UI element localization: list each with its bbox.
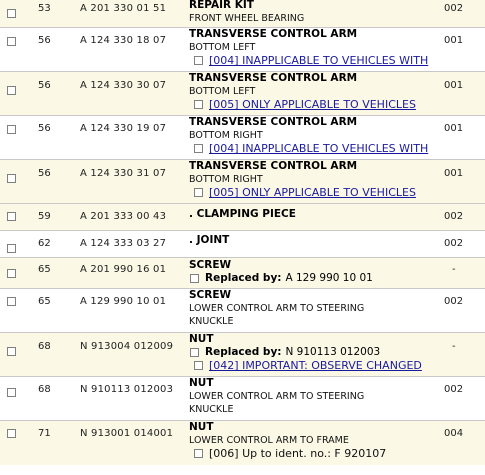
footnote-link[interactable] — [189, 142, 439, 155]
part-title: TRANSVERSE CONTROL ARM — [189, 160, 358, 172]
part-description — [189, 72, 439, 111]
quantity: 004 — [444, 428, 464, 439]
position-number: 53 — [38, 3, 51, 14]
part-number: A 129 990 10 01 — [80, 296, 167, 307]
footnote-text: [005] ONLY APPLICABLE TO VEHICLES — [209, 98, 416, 111]
part-title: . JOINT — [189, 234, 230, 246]
footnote-text: [005] ONLY APPLICABLE TO VEHICLES — [209, 186, 416, 199]
quantity: 001 — [444, 80, 464, 91]
position-number: 56 — [38, 123, 51, 134]
part-number: N 913001 014001 — [80, 428, 174, 439]
part-subtitle: LOWER CONTROL ARM TO STEERING — [189, 303, 365, 314]
footnote-link[interactable] — [189, 54, 439, 67]
replaced-by-value: A 129 990 10 01 — [285, 272, 373, 284]
part-description — [189, 160, 439, 199]
row-checkbox[interactable] — [7, 429, 16, 438]
part-subtitle: KNUCKLE — [189, 316, 234, 327]
footnote-icon — [194, 100, 203, 109]
footnote-link[interactable] — [189, 447, 439, 460]
row-checkbox[interactable] — [7, 347, 16, 356]
part-description — [189, 333, 439, 372]
part-subtitle: LOWER CONTROL ARM TO STEERING — [189, 391, 365, 402]
part-title: TRANSVERSE CONTROL ARM — [189, 116, 358, 128]
part-description — [189, 28, 439, 67]
quantity: - — [452, 264, 456, 275]
quantity: 002 — [444, 211, 464, 222]
quantity: 001 — [444, 168, 464, 179]
part-description — [189, 204, 439, 221]
part-subtitle: KNUCKLE — [189, 404, 234, 415]
row-checkbox[interactable] — [7, 297, 16, 306]
replaced-checkbox[interactable] — [190, 274, 199, 283]
table-row — [0, 116, 485, 160]
table-row — [0, 377, 485, 421]
replaced-checkbox[interactable] — [190, 348, 199, 357]
table-row — [0, 28, 485, 72]
footnote-text: [006] Up to ident. no.: F 920107 — [209, 447, 387, 460]
table-row — [0, 421, 485, 465]
part-number: A 124 330 18 07 — [80, 35, 167, 46]
table-row — [0, 0, 485, 28]
replaced-by — [189, 346, 439, 359]
part-number: A 124 330 31 07 — [80, 168, 167, 179]
table-row — [0, 231, 485, 258]
row-checkbox[interactable] — [7, 37, 16, 46]
table-row — [0, 333, 485, 377]
part-title: NUT — [189, 421, 214, 433]
row-checkbox[interactable] — [7, 244, 16, 253]
footnote-icon — [194, 188, 203, 197]
position-number: 62 — [38, 238, 51, 249]
row-checkbox[interactable] — [7, 174, 16, 183]
part-description — [189, 421, 439, 460]
part-title: NUT — [189, 377, 214, 389]
part-title: NUT — [189, 333, 214, 345]
part-description — [189, 377, 439, 416]
table-row — [0, 204, 485, 231]
footnote-text: [004] INAPPLICABLE TO VEHICLES WITH — [209, 54, 429, 67]
footnote-link[interactable] — [189, 186, 439, 199]
row-checkbox[interactable] — [7, 212, 16, 221]
part-title: REPAIR KIT — [189, 0, 254, 11]
footnote-icon — [194, 144, 203, 153]
position-number: 65 — [38, 264, 51, 275]
quantity: 002 — [444, 238, 464, 249]
quantity: 001 — [444, 35, 464, 46]
row-checkbox[interactable] — [7, 388, 16, 397]
part-subtitle: BOTTOM RIGHT — [189, 130, 263, 141]
replaced-by-label: Replaced by: — [205, 346, 282, 358]
part-number: A 201 330 01 51 — [80, 3, 167, 14]
part-description — [189, 0, 439, 25]
part-subtitle: BOTTOM LEFT — [189, 42, 256, 53]
footnote-link[interactable] — [189, 359, 439, 372]
part-number: A 124 330 30 07 — [80, 80, 167, 91]
position-number: 65 — [38, 296, 51, 307]
part-number: N 913004 012009 — [80, 341, 174, 352]
quantity: 002 — [444, 384, 464, 395]
part-description — [189, 258, 439, 285]
footnote-icon — [194, 449, 203, 458]
quantity: - — [452, 341, 456, 352]
row-checkbox[interactable] — [7, 9, 16, 18]
part-description — [189, 289, 439, 328]
part-description — [189, 231, 439, 247]
position-number: 68 — [38, 384, 51, 395]
table-row — [0, 289, 485, 333]
table-row — [0, 258, 485, 289]
quantity: 002 — [444, 3, 464, 14]
footnote-icon — [194, 361, 203, 370]
part-number: A 124 330 19 07 — [80, 123, 167, 134]
part-subtitle: FRONT WHEEL BEARING — [189, 13, 305, 24]
part-title: TRANSVERSE CONTROL ARM — [189, 72, 358, 84]
part-number: A 124 333 03 27 — [80, 238, 167, 249]
footnote-icon — [194, 56, 203, 65]
table-row — [0, 160, 485, 204]
part-title: . CLAMPING PIECE — [189, 208, 296, 220]
position-number: 71 — [38, 428, 51, 439]
part-number: A 201 333 00 43 — [80, 211, 167, 222]
row-checkbox[interactable] — [7, 125, 16, 134]
part-subtitle: BOTTOM RIGHT — [189, 174, 263, 185]
footnote-link[interactable] — [189, 98, 439, 111]
quantity: 001 — [444, 123, 464, 134]
part-title: SCREW — [189, 289, 232, 301]
row-checkbox[interactable] — [7, 269, 16, 278]
row-checkbox[interactable] — [7, 86, 16, 95]
position-number: 56 — [38, 80, 51, 91]
part-subtitle: LOWER CONTROL ARM TO FRAME — [189, 435, 349, 446]
quantity: 002 — [444, 296, 464, 307]
position-number: 56 — [38, 35, 51, 46]
table-row — [0, 72, 485, 116]
position-number: 59 — [38, 211, 51, 222]
position-number: 68 — [38, 341, 51, 352]
part-title: SCREW — [189, 259, 232, 271]
replaced-by-value: N 910113 012003 — [285, 346, 381, 358]
replaced-by — [189, 272, 439, 285]
part-title: TRANSVERSE CONTROL ARM — [189, 28, 358, 40]
part-number: A 201 990 16 01 — [80, 264, 167, 275]
replaced-by-label: Replaced by: — [205, 272, 282, 284]
part-subtitle: BOTTOM LEFT — [189, 86, 256, 97]
part-description — [189, 116, 439, 155]
footnote-text: [042] IMPORTANT: OBSERVE CHANGED — [209, 359, 422, 372]
part-number: N 910113 012003 — [80, 384, 174, 395]
footnote-text: [004] INAPPLICABLE TO VEHICLES WITH — [209, 142, 429, 155]
position-number: 56 — [38, 168, 51, 179]
